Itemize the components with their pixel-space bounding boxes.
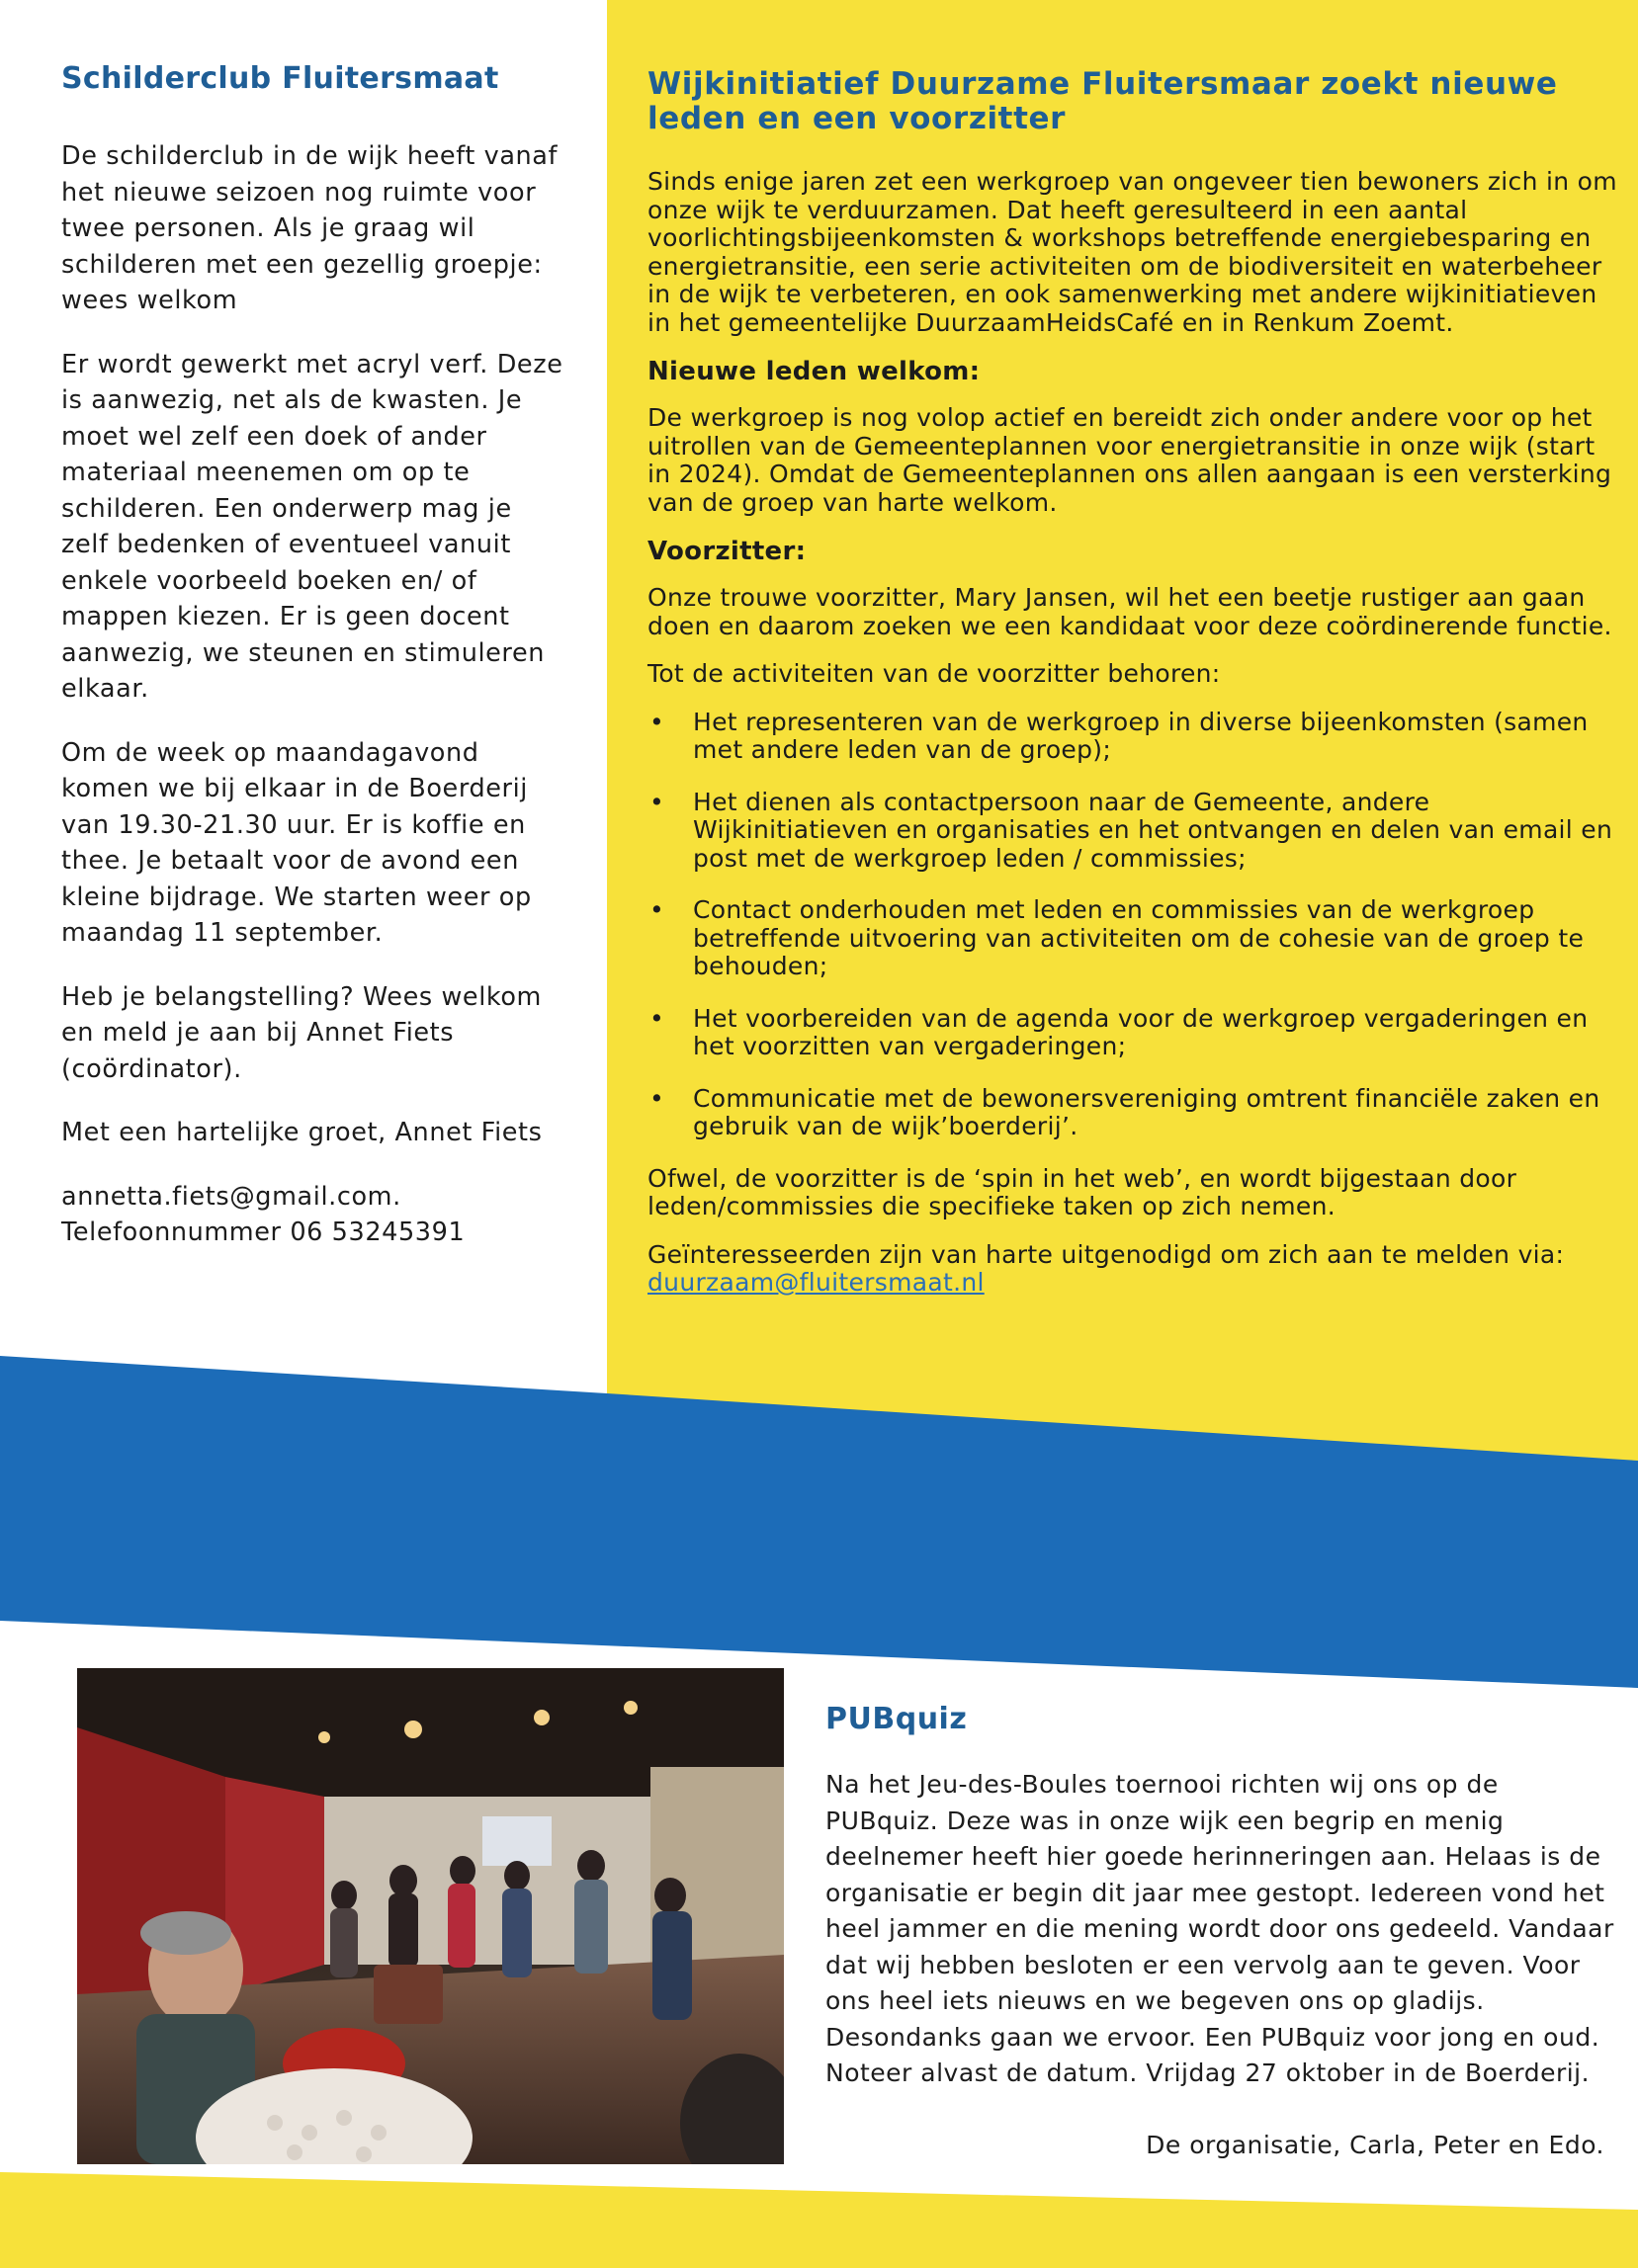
- wijkinitiatief-article: [647, 67, 1621, 1298]
- schilderclub-title: Schilderclub Fluitersmaat: [61, 61, 499, 96]
- schilderclub-phone: Telefoonnummer 06 53245391: [61, 1218, 466, 1247]
- yellow-bottom-strip: [0, 2172, 1638, 2268]
- task-text: Communicatie met de bewonersvereniging omtrent financiële zaken en gebruik van de wijk’boerderij’.: [693, 1083, 1600, 1140]
- tasks-intro: Tot de activiteiten van de voorzitter behoren:: [647, 659, 1221, 688]
- bullet-icon: •: [649, 1083, 665, 1113]
- event-photo-illustration: [77, 1668, 784, 2164]
- schilderclub-paragraph: Er wordt gewerkt met acryl verf. Deze is aanwezig, net als de kwasten. Je moet wel zelf een doek of ander materiaal meenemen om op te schilderen. Een onderwerp mag je zelf bedenken of eventueel vanuit enkele voorbeeld boeken en/ of mappen kiezen. Er is geen docent aanwezig, we steunen en stimuleren elkaar.: [61, 349, 563, 704]
- pubquiz-article: [825, 1702, 1616, 2163]
- pubquiz-signature: De organisatie, Carla, Peter en Edo.: [1146, 2130, 1604, 2159]
- pubquiz-title: PUBquiz: [825, 1702, 968, 1736]
- schilderclub-paragraph: Heb je belangstelling? Wees welkom en meld je aan bij Annet Fiets (coördinator).: [61, 981, 542, 1084]
- event-photo: [77, 1668, 784, 2164]
- bullet-icon: •: [649, 707, 665, 736]
- task-item: [647, 1085, 1621, 1141]
- contact-text: Geïnteresseerden zijn van harte uitgenodigd om zich aan te melden via:: [647, 1239, 1565, 1269]
- pubquiz-text: Na het Jeu-des-Boules toernooi richten wij ons op de PUBquiz. Deze was in onze wijk een begrip en menig deelnemer heeft hier goede herinneringen aan. Helaas is de organisatie er begin dit jaar mee gestopt. Iedereen vond het heel jammer en die mening wordt door ons gedeeld. Vandaar dat wij hebben besloten er een vervolg aan te geven. Voor ons heel iets nieuws en we begeven ons op gladijs. Desondanks gaan we ervoor. Een PUBquiz voor jong en oud. Noteer alvast de datum. Vrijdag 27 oktober in de Boerderij.: [825, 1770, 1614, 2087]
- bullet-icon: •: [649, 787, 665, 816]
- task-item: [647, 789, 1621, 874]
- task-text: Het dienen als contactpersoon naar de Gemeente, andere Wijkinitiatieven en organisaties en het ontvangen en delen van email en post met de werkgroep leden / commissies;: [693, 787, 1613, 873]
- new-members-text: De werkgroep is nog volop actief en bereidt zich onder andere voor op het uitrollen van de Gemeenteplannen voor energietransitie in onze wijk (start in 2024). Omdat de Gemeenteplannen ons allen aangaan is een versterking van de groep van harte welkom.: [647, 403, 1612, 517]
- schilderclub-paragraph: Om de week op maandagavond komen we bij elkaar in de Boerderij van 19.30-21.30 uur. Er is koffie en thee. Je betaalt voor de avond een kleine bijdrage. We starten weer op maandag 11 september.: [61, 737, 532, 948]
- task-item: [647, 709, 1621, 765]
- task-item: [647, 1005, 1621, 1061]
- contact-email-link[interactable]: duurzaam@fluitersmaat.nl: [647, 1268, 985, 1297]
- task-list: [647, 709, 1621, 1141]
- bullet-icon: •: [649, 1003, 665, 1033]
- schilderclub-email[interactable]: annetta.fiets@gmail.com.: [61, 1181, 401, 1212]
- task-item: [647, 896, 1621, 981]
- schilderclub-paragraph: Met een hartelijke groet, Annet Fiets: [61, 1118, 543, 1147]
- bullet-icon: •: [649, 895, 665, 924]
- wijkinitiatief-title: Wijkinitiatief Duurzame Fluitersmaar zoekt nieuwe leden en een voorzitter: [647, 66, 1558, 136]
- schilderclub-paragraph: De schilderclub in de wijk heeft vanaf het nieuwe seizoen nog ruimte voor twee personen. Als je graag wil schilderen met een gezellig groepje: wees welkom: [61, 141, 559, 315]
- schilderclub-contact: [61, 1179, 565, 1251]
- task-text: Het representeren van de werkgroep in diverse bijeenkomsten (samen met andere leden van de groep);: [693, 707, 1589, 764]
- wijkinitiatief-summary: Ofwel, de voorzitter is de ‘spin in het web’, en wordt bijgestaan door leden/commissies die specifieke taken op zich nemen.: [647, 1163, 1517, 1220]
- task-text: Contact onderhouden met leden en commissies van de werkgroep betreffende uitvoering van activiteiten om de cohesie van de groep te behouden;: [693, 895, 1585, 980]
- wijkinitiatief-contact: [647, 1241, 1621, 1298]
- schilderclub-article: [61, 61, 565, 1251]
- chair-text: Onze trouwe voorzitter, Mary Jansen, wil het een beetje rustiger aan gaan doen en daarom zoeken we een kandidaat voor deze coördinerende functie.: [647, 583, 1612, 640]
- chair-heading: Voorzitter:: [647, 537, 807, 566]
- wijkinitiatief-intro: Sinds enige jaren zet een werkgroep van ongeveer tien bewoners zich in om onze wijk te verduurzamen. Dat heeft geresulteerd in een aantal voorlichtingsbijeenkomsten & workshops betreffende energiebesparing en energietransitie, een serie activiteiten om de biodiversiteit en waterbeheer in de wijk te verbeteren, en ook samenwerking met andere wijkinitiatieven in het gemeentelijke DuurzaamHeidsCafé en in Renkum Zoemt.: [647, 167, 1617, 337]
- task-text: Het voorbereiden van de agenda voor de werkgroep vergaderingen en het voorzitten van vergaderingen;: [693, 1003, 1589, 1060]
- new-members-heading: Nieuwe leden welkom:: [647, 357, 981, 386]
